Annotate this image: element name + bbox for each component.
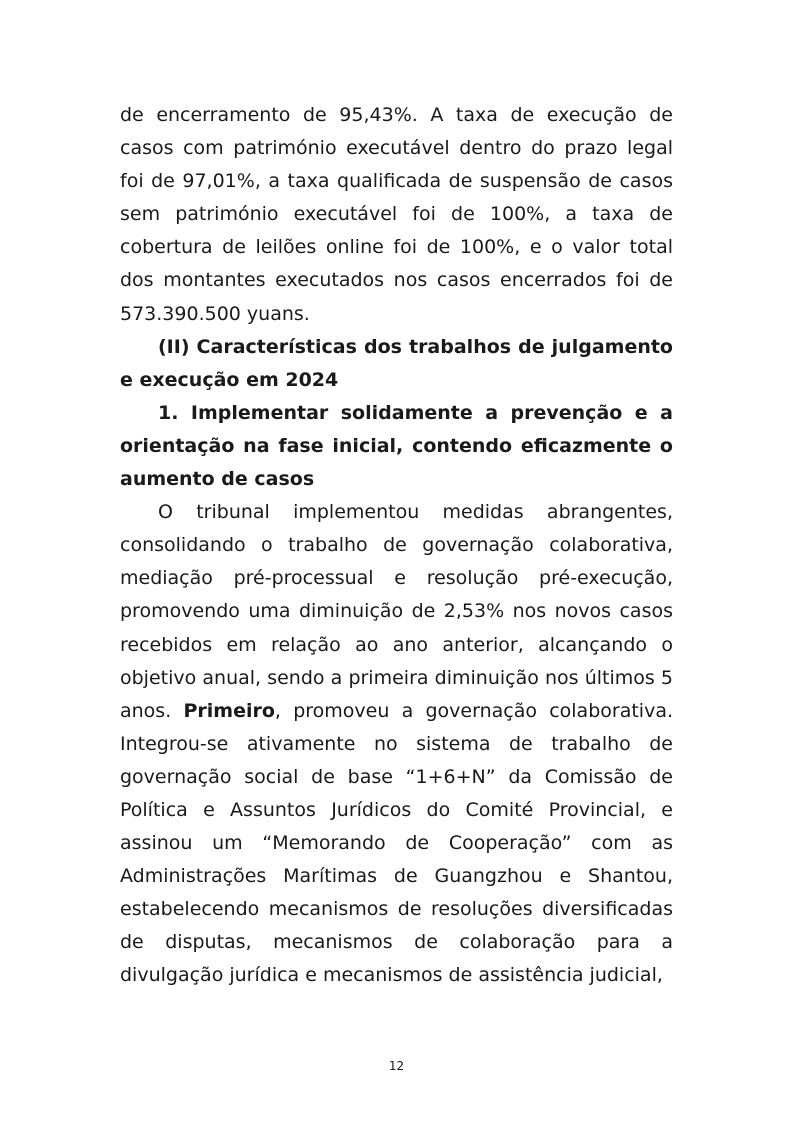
body-rest-text: , promoveu a governação colaborativa. Integrou-se ativamente no sistema de trabalho de governação social de base “1+6+N” da Comissão de Política e Assuntos Jurídicos do Comité Provincial, e assinou um “Memorando de Cooperação” com as Administrações Marítimas de Guangzhou e Shantou, estabelecendo mecanismos de resoluções diversificadas de disputas, mecanismos de colaboração para a divulgação jurídica e mecanismos de assistência judicial, [120, 699, 673, 987]
body-emphasis-text: Primeiro [183, 699, 275, 722]
body-paragraph [120, 496, 673, 992]
subheading: 1. Implementar solidamente a prevenção e a orientação na fase inicial, contendo eficazmente o aumento de casos [120, 401, 673, 491]
continuation-paragraph: de encerramento de 95,43%. A taxa de execução de casos com património executável dentro do prazo legal foi de 97,01%, a taxa qualificada de suspensão de casos sem património executável foi de 100%, a taxa de cobertura de leilões online foi de 100%, e o valor total dos montantes executados nos casos encerrados foi de 573.390.500 yuans. [120, 104, 673, 325]
text-block [120, 99, 673, 993]
body-intro-text: O tribunal implementou medidas abrangentes, consolidando o trabalho de governação colaborativa, mediação pré-processual e resolução pré-execução, promovendo uma diminuição de 2,53% nos novos casos recebidos em relação ao ano anterior, alcançando o objetivo anual, sendo a primeira diminuição nos últimos 5 anos. [120, 501, 673, 722]
page-number: 12 [388, 1059, 405, 1073]
section-heading: (II) Características dos trabalhos de julgamento e execução em 2024 [120, 335, 673, 391]
